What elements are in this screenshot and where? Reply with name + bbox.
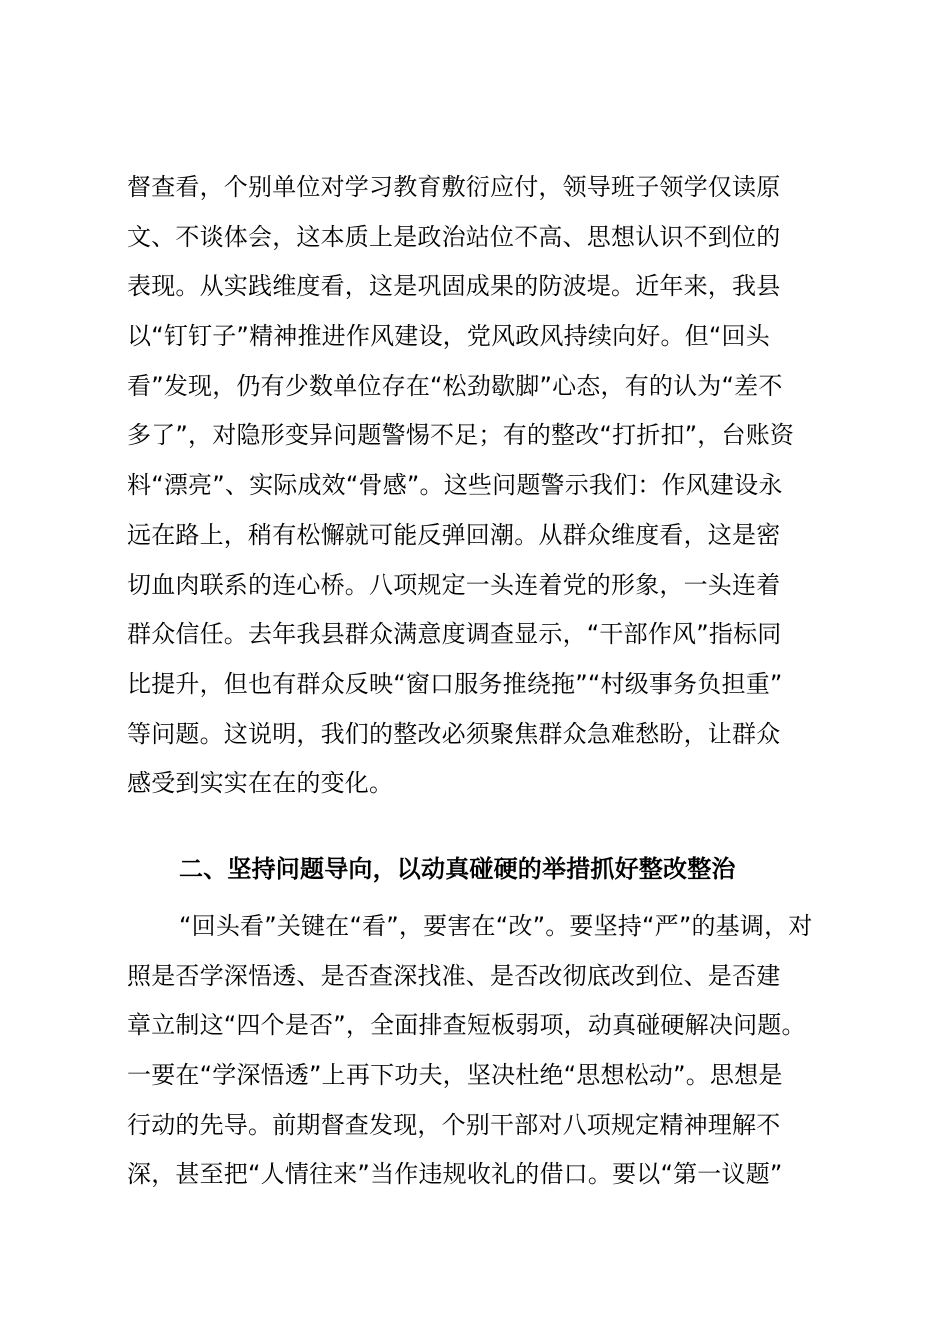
paragraph-line: 行动的先导。前期督查发现，个别干部对八项规定精神理解不 bbox=[127, 1110, 781, 1139]
paragraph-line: 表现。从实践维度看，这是巩固成果的防波堤。近年来，我县 bbox=[127, 272, 781, 301]
section-heading: 二、坚持问题导向，以动真碰硬的举措抓好整改整治 bbox=[179, 855, 736, 883]
paragraph-line: 章立制这“四个是否”，全面排查短板弱项，动真碰硬解决问题。 bbox=[127, 1011, 806, 1040]
paragraph-1 bbox=[127, 163, 827, 809]
section-heading-block bbox=[127, 845, 827, 895]
paragraph-line: 以“钉钉子”精神推进作风建设，党风政风持续向好。但“回头 bbox=[127, 322, 770, 351]
paragraph-2 bbox=[127, 902, 827, 1200]
paragraph-line: 一要在“学深悟透”上再下功夫，坚决杜绝“思想松动”。思想是 bbox=[127, 1061, 783, 1090]
paragraph-line: “回头看”关键在“看”，要害在“改”。要坚持“严”的基调，对 bbox=[179, 912, 813, 940]
paragraph-line: 照是否学深悟透、是否查深找准、是否改彻底改到位、是否建 bbox=[127, 961, 781, 990]
paragraph-line: 督查看，个别单位对学习教育敷衍应付，领导班子领学仅读原 bbox=[127, 173, 781, 201]
paragraph-line: 比提升，但也有群众反映“窗口服务推绕拖”“村级事务负担重” bbox=[127, 669, 783, 698]
paragraph-line: 料“漂亮”、实际成效“骨感”。这些问题警示我们：作风建设永 bbox=[127, 471, 783, 500]
paragraph-line: 多了”，对隐形变异问题警惕不足；有的整改“打折扣”，台账资 bbox=[127, 421, 795, 450]
paragraph-line: 切血肉联系的连心桥。八项规定一头连着党的形象，一头连着 bbox=[127, 570, 781, 599]
paragraph-line: 文、不谈体会，这本质上是政治站位不高、思想认识不到位的 bbox=[127, 222, 781, 251]
paragraph-line: 群众信任。去年我县群众满意度调查显示，“干部作风”指标同 bbox=[127, 620, 782, 649]
paragraph-line: 深，甚至把“人情往来”当作违规收礼的借口。要以“第一议题” bbox=[127, 1160, 783, 1189]
paragraph-line: 远在路上，稍有松懈就可能反弹回潮。从群众维度看，这是密 bbox=[127, 520, 781, 549]
paragraph-line: 等问题。这说明，我们的整改必须聚焦群众急难愁盼，让群众 bbox=[127, 719, 781, 748]
paragraph-line: 感受到实实在在的变化。 bbox=[127, 769, 394, 798]
paragraph-line: 看”发现，仍有少数单位存在“松劲歇脚”心态，有的认为“差不 bbox=[127, 371, 783, 400]
